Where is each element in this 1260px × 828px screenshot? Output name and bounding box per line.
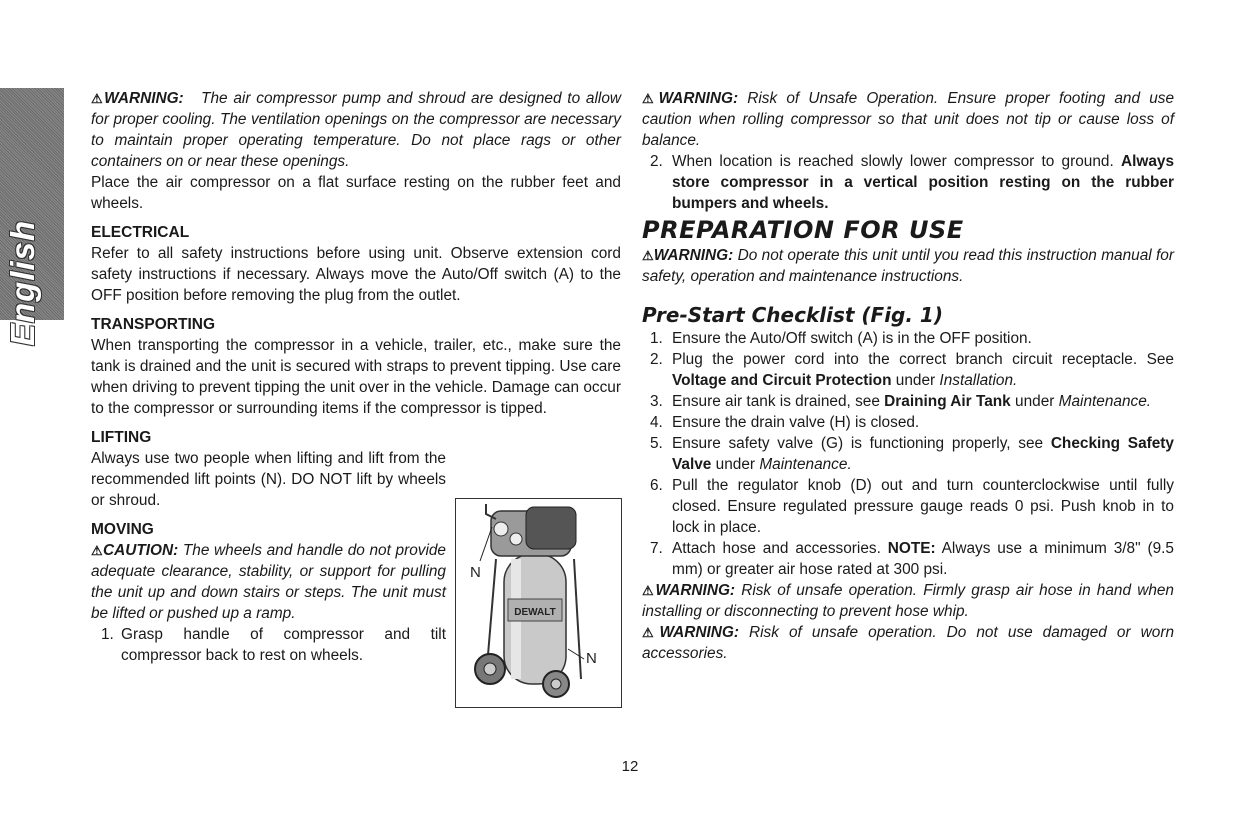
list-item	[91, 624, 446, 666]
moving-heading: MOVING	[91, 521, 154, 538]
step-text: Always use a minimum 3/8" (9.5 mm) or greater air hose rated at 300 psi.	[672, 540, 1174, 578]
step-number: 1.	[101, 626, 114, 643]
caution-text: The wheels and handle do not provide adequate clearance, stability, or support for pulling the unit up and down stairs or steps. The unit must be lifted or pushed up a ramp.	[91, 542, 446, 622]
page-number: 12	[621, 758, 639, 775]
warning-label: WARNING:	[658, 90, 739, 107]
step-italic-text: Maintenance.	[1058, 393, 1152, 410]
list-item	[642, 475, 1174, 538]
list-item	[642, 328, 1174, 349]
step-bold-text: Always store compressor in a vertical position resting on the rubber bumpers and wheels.	[672, 153, 1175, 212]
electrical-text: Refer to all safety instructions before using unit. Observe extension cord safety instructions if necessary. Always move the Auto/Off switch (A) to the OFF position before removing the plug from the outlet.	[91, 245, 621, 304]
warning-label: WARNING:	[655, 582, 736, 599]
transporting-heading: TRANSPORTING	[91, 316, 215, 333]
language-side-tab	[0, 88, 64, 346]
step-number: 7.	[650, 540, 663, 557]
lifting-heading: LIFTING	[91, 429, 152, 446]
compressor-figure	[455, 498, 622, 708]
warning-label: WARNING:	[659, 624, 739, 641]
step-bold-text: Checking Safety Valve	[672, 435, 1174, 473]
step-italic-text: Installation.	[939, 372, 1018, 389]
warning-label: WARNING:	[104, 90, 184, 107]
caution-triangle-icon: ⚠	[91, 543, 104, 558]
step-bold-text: Voltage and Circuit Protection	[672, 372, 892, 389]
checklist-heading: Pre-Start Checklist (Fig. 1)	[642, 303, 943, 327]
lift-point-label-top: N	[470, 564, 481, 581]
step-text: Ensure the Auto/Off switch (A) is in the OFF position.	[672, 330, 1032, 347]
warning-triangle-icon: ⚠	[91, 91, 105, 106]
hose-whip-warning	[642, 580, 1174, 622]
list-item	[642, 349, 1174, 391]
step-number: 6.	[650, 477, 663, 494]
step-number: 2.	[650, 153, 663, 170]
step-text: Attach hose and accessories.	[672, 540, 881, 557]
compressor-illustration-icon	[456, 499, 621, 707]
prestart-checklist	[642, 328, 1174, 580]
preparation-heading: PREPARATION FOR USE	[642, 216, 964, 244]
unsafe-operation-warning	[642, 88, 1174, 151]
step-text: When location is reached slowly lower compressor to ground.	[672, 153, 1114, 170]
list-item	[642, 538, 1174, 580]
list-item	[642, 433, 1174, 475]
brand-label: DEWALT	[514, 607, 556, 618]
step-number: 5.	[650, 435, 663, 452]
list-item	[642, 412, 1174, 433]
step-italic-text: Maintenance.	[759, 456, 852, 473]
step-text: under	[1015, 393, 1055, 410]
step-number: 4.	[650, 414, 663, 431]
step-text: Ensure air tank is drained, see	[672, 393, 880, 410]
step-text: under	[715, 456, 756, 473]
step-text: under	[895, 372, 936, 389]
note-label: NOTE:	[887, 540, 936, 557]
step-number: 2.	[650, 351, 663, 368]
step-text: Grasp handle of compressor and tilt compressor back to rest on wheels.	[121, 626, 446, 664]
step-text: Plug the power cord into the correct branch circuit receptacle. See	[672, 351, 1174, 368]
moving-steps-continued	[642, 151, 1174, 214]
warning-text: Risk of unsafe operation. Firmly grasp air hose in hand when installing or disconnecting to prevent hose whip.	[642, 582, 1174, 620]
warning-triangle-icon: ⚠	[642, 625, 660, 640]
warning-text: Risk of Unsafe Operation. Ensure proper footing and use caution when rolling compressor so that unit does not tip or cause loss of balance.	[642, 90, 1175, 149]
warning-text: Risk of unsafe operation. Do not use damaged or worn accessories.	[642, 624, 1175, 662]
list-item	[642, 151, 1174, 214]
warning-triangle-icon: ⚠	[642, 91, 659, 106]
warning-triangle-icon: ⚠	[642, 583, 656, 598]
ventilation-warning	[91, 88, 621, 172]
step-text: Ensure the drain valve (H) is closed.	[672, 414, 920, 431]
caution-label: CAUTION:	[103, 542, 179, 559]
step-number: 3.	[650, 393, 663, 410]
moving-steps	[91, 624, 446, 666]
warning-text: The air compressor pump and shroud are designed to allow for proper cooling. The ventilation openings on the compressor are necessary to maintain proper operating temperature. Do not place rags or other containers on or near these openings.	[91, 90, 621, 170]
language-label: English	[4, 219, 41, 346]
warning-triangle-icon: ⚠	[642, 248, 654, 263]
step-text: Ensure safety valve (G) is functioning properly, see	[672, 435, 1044, 452]
transporting-text: When transporting the compressor in a vehicle, trailer, etc., make sure the tank is drained and the unit is secured with straps to prevent tipping. Use care when driving to prevent tipping the unit over in the vehicle. Damage can occur to the compressor or surrounding items if the compressor is tipped.	[91, 337, 621, 417]
moving-caution	[91, 540, 446, 624]
warning-text: Do not operate this unit until you read this instruction manual for safety, operation and maintenance instructions.	[642, 247, 1174, 285]
list-item	[642, 391, 1174, 412]
step-bold-text: Draining Air Tank	[884, 393, 1011, 410]
warning-label: WARNING:	[653, 247, 734, 264]
lift-point-label-bottom: N	[586, 650, 597, 667]
electrical-heading: ELECTRICAL	[91, 224, 190, 241]
read-manual-warning	[642, 245, 1174, 287]
right-column	[642, 88, 1174, 664]
lifting-text: Always use two people when lifting and lift from the recommended lift points (N). DO NOT lift by wheels or shroud.	[91, 450, 446, 509]
damaged-accessories-warning	[642, 622, 1174, 664]
placement-text: Place the air compressor on a flat surface resting on the rubber feet and wheels.	[91, 174, 621, 212]
step-number: 1.	[650, 330, 663, 347]
step-text: Pull the regulator knob (D) out and turn counterclockwise until fully closed. Ensure regulated pressure gauge reads 0 psi. Push knob in to lock in place.	[672, 477, 1174, 536]
